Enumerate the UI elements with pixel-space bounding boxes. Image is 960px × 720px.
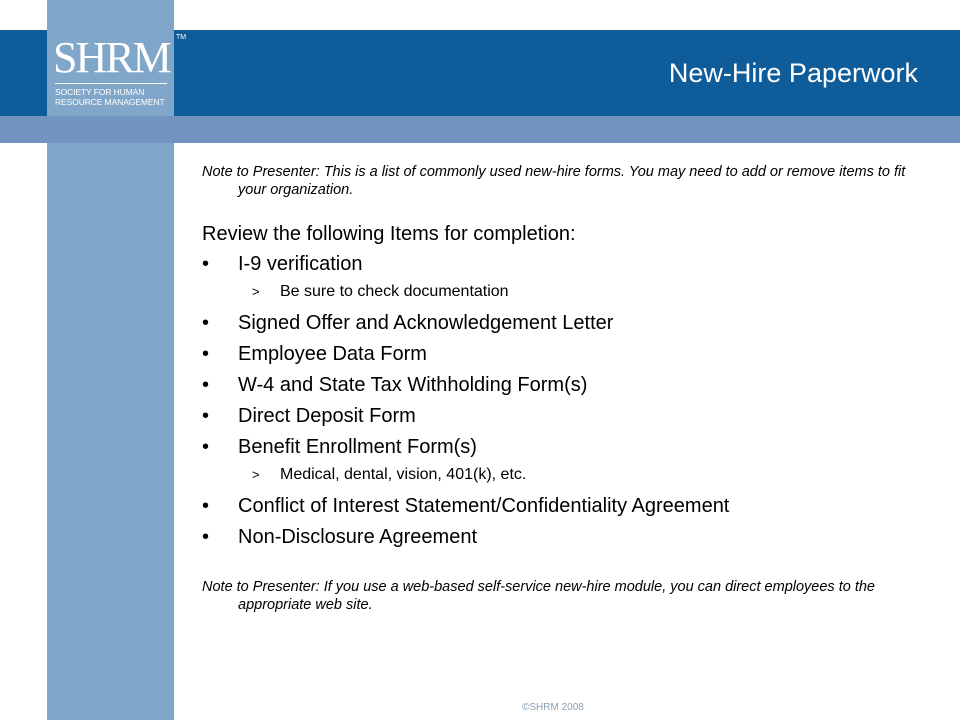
- logo-divider: [55, 83, 167, 84]
- checklist-subitem: > Be sure to check documentation: [202, 282, 937, 302]
- presenter-note-top: Note to Presenter: This is a list of commonly used new-hire forms. You may need to add or remove items to fit your organization.: [202, 164, 906, 198]
- checklist: [202, 251, 937, 550]
- checklist-item: • Direct Deposit Form: [202, 403, 937, 429]
- checklist-item: • W-4 and State Tax Withholding Form(s): [202, 372, 937, 398]
- slide-content: [202, 163, 937, 614]
- checklist-item: • Non-Disclosure Agreement: [202, 524, 937, 550]
- checklist-item: • I-9 verification: [202, 251, 937, 277]
- logo-text-line-2: RESOURCE MANAGEMENT: [55, 97, 165, 107]
- lead-text: Review the following Items for completion:: [202, 223, 576, 245]
- logo-text: [55, 87, 171, 107]
- side-bar-lower: [47, 143, 174, 720]
- checklist-item: • Benefit Enrollment Form(s): [202, 434, 937, 460]
- logo-text-line-1: SOCIETY FOR HUMAN: [55, 87, 145, 97]
- checklist-item: • Conflict of Interest Statement/Confidentiality Agreement: [202, 493, 937, 519]
- slide-title: New-Hire Paperwork: [668, 58, 918, 88]
- checklist-item: • Employee Data Form: [202, 341, 937, 367]
- header-sub-band: [0, 116, 960, 143]
- logo-trademark: TM: [176, 34, 187, 41]
- checklist-subitem: > Medical, dental, vision, 401(k), etc.: [202, 465, 937, 485]
- logo-mark: SHRM: [53, 33, 170, 82]
- presenter-note-bottom: Note to Presenter: If you use a web-based self-service new-hire module, you can direct employees to the appropriate web site.: [202, 579, 875, 613]
- copyright-footer: ©SHRM 2008: [522, 702, 584, 713]
- checklist-item: • Signed Offer and Acknowledgement Letter: [202, 310, 937, 336]
- shrm-logo: [47, 30, 187, 116]
